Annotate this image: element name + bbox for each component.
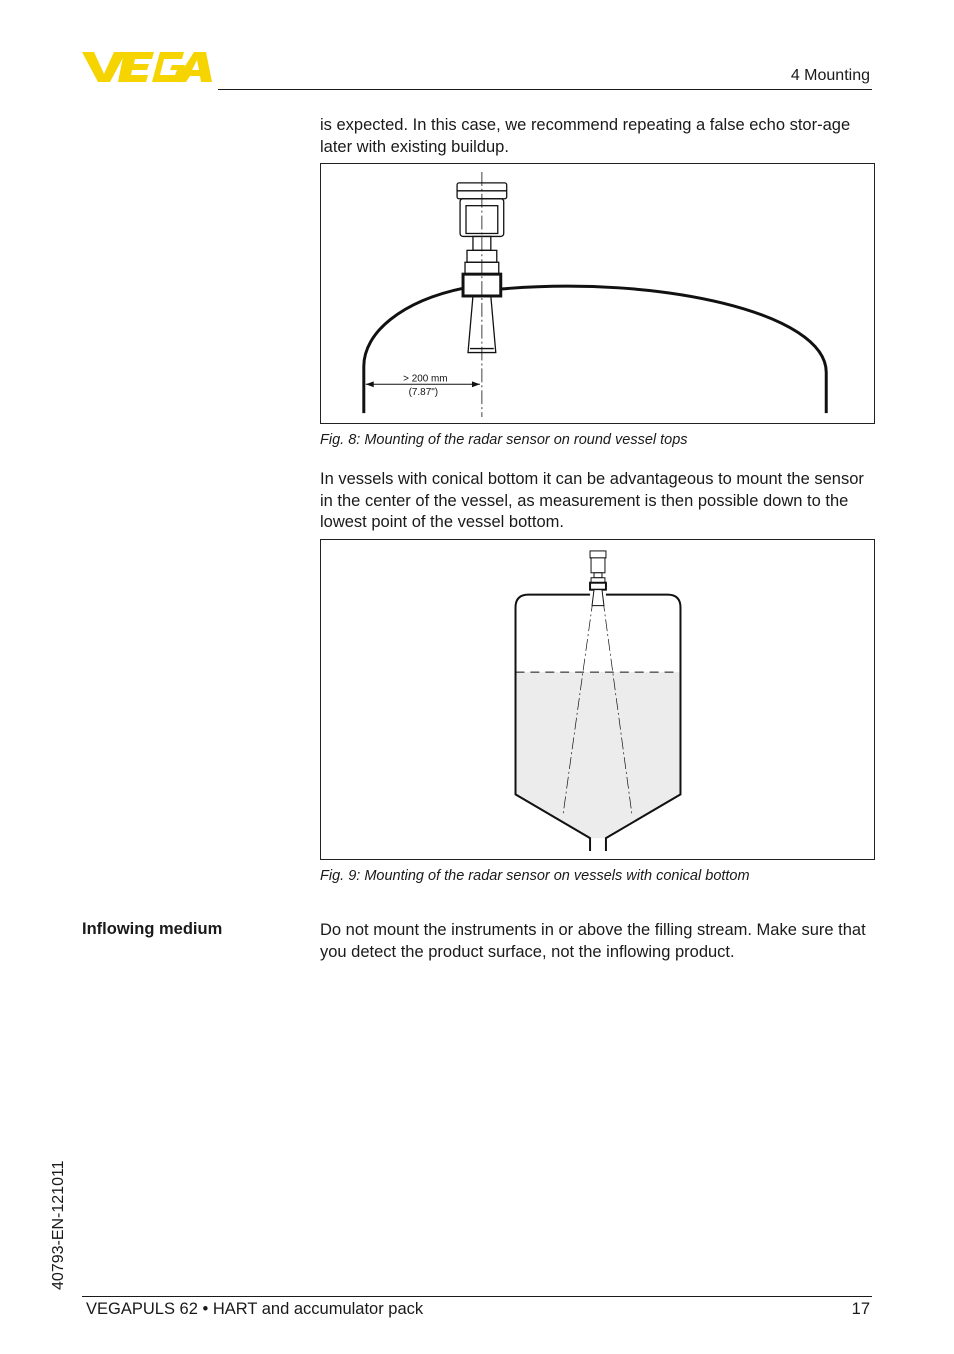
intro-paragraph: is expected. In this case, we recommend repeating a false echo stor-age later with existing buildup. <box>320 116 851 156</box>
figure-8-caption: Fig. 8: Mounting of the radar sensor on round vessel tops <box>320 432 688 448</box>
page-number: 17 <box>851 1300 870 1318</box>
figure-9-caption: Fig. 9: Mounting of the radar sensor on vessels with conical bottom <box>320 868 750 884</box>
inflowing-medium-heading: Inflowing medium <box>82 920 223 938</box>
product-fill <box>516 672 681 838</box>
figure-conical-bottom-vessel <box>320 539 875 860</box>
radar-sensor <box>590 551 606 606</box>
footer-divider <box>82 1296 872 1297</box>
header-divider <box>218 89 872 90</box>
dimension-inch-label: (7.87") <box>408 387 439 399</box>
figure-round-vessel-top <box>320 163 875 424</box>
vega-logo <box>82 50 212 84</box>
vessel-dome-right <box>501 286 826 413</box>
section-title: 4 Mounting <box>790 67 870 84</box>
conical-bottom-paragraph: In vessels with conical bottom it can be advantageous to mount the sensor in the center of the vessel, as measurement is then possible down to the lowest point of the vessel bottom. <box>320 470 864 531</box>
dimension-mm-label: > 200 mm <box>403 373 448 385</box>
footer-document-title: VEGAPULS 62 • HART and accumulator pack <box>86 1300 424 1318</box>
inflowing-medium-paragraph: Do not mount the instruments in or above the filling stream. Make sure that you detect the product surface, not the inflowing product. <box>320 921 866 961</box>
document-number: 40793-EN-121011 <box>50 1160 67 1290</box>
